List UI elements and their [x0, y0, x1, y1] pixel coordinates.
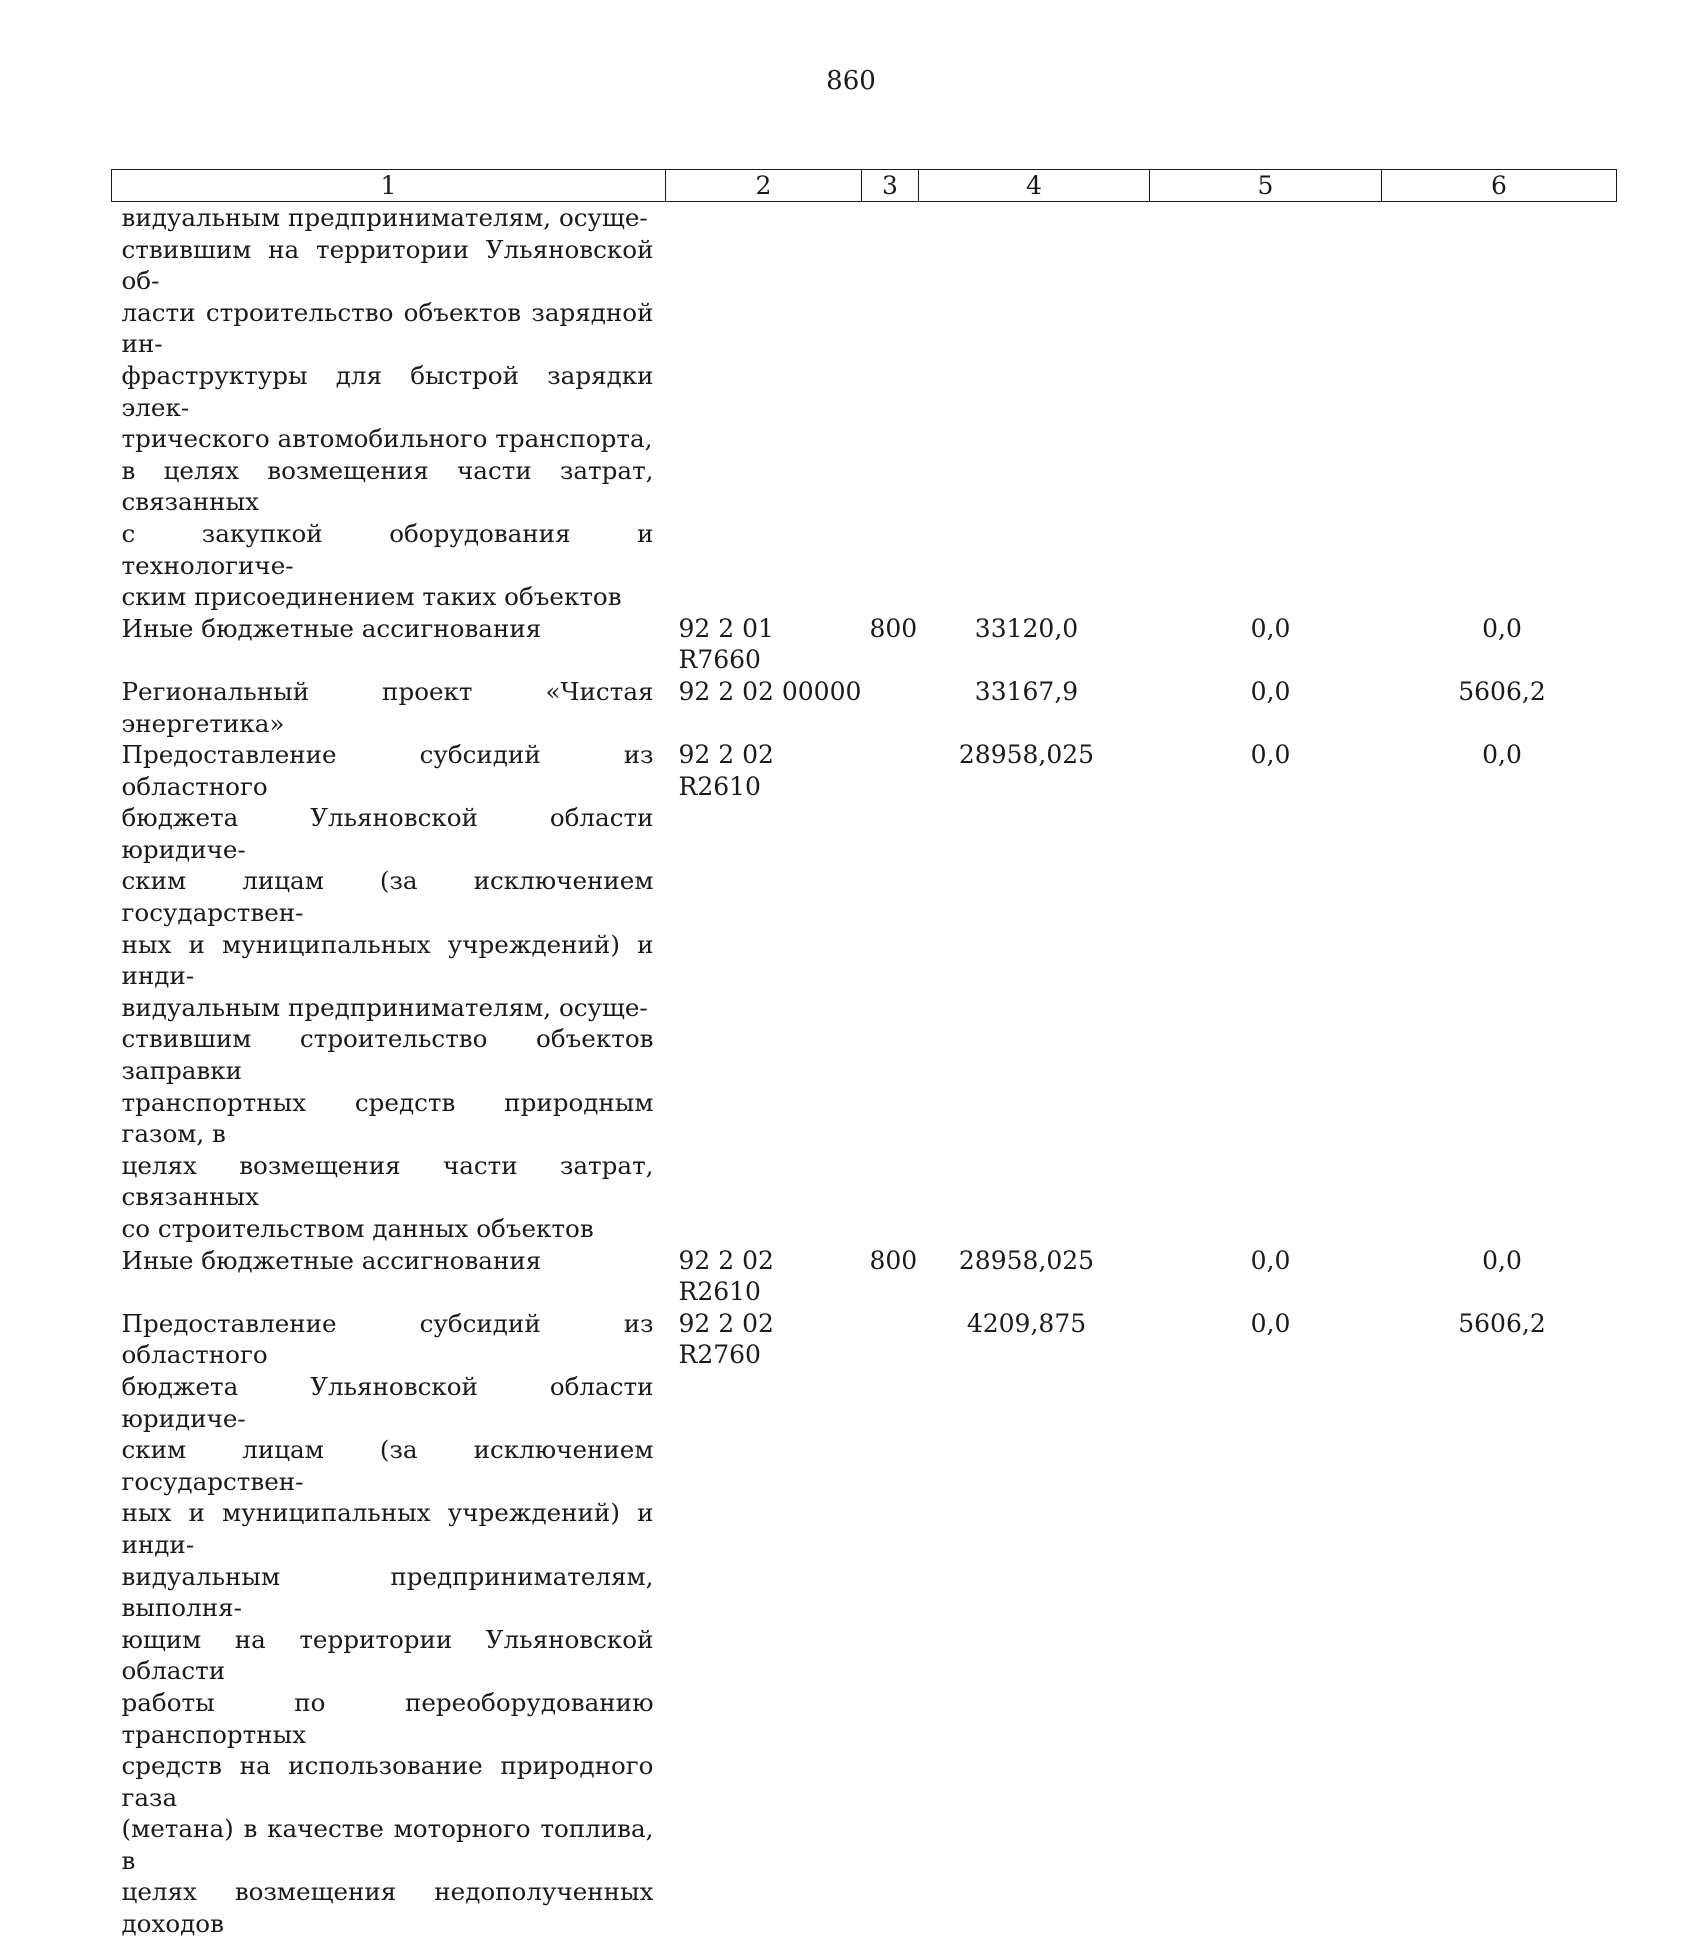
- table-body: [112, 202, 1617, 1940]
- row-kcsr: 92 2 01 R7660: [678, 613, 774, 675]
- row-kcsr: 92 2 02 00000: [678, 676, 862, 706]
- row-kcsr: 92 2 02 R2610: [678, 1245, 774, 1307]
- row-value-6: 0,0: [1482, 1245, 1522, 1275]
- table-row: [112, 1308, 1617, 1940]
- row-value-5: [1150, 202, 1382, 613]
- row-value-6: 0,0: [1482, 740, 1522, 770]
- table-header: [112, 170, 1617, 202]
- row-value-4: 4209,875: [966, 1308, 1087, 1338]
- budget-table: [111, 169, 1617, 1940]
- header-col-3: 3: [862, 170, 919, 202]
- row-value-5: 0,0: [1250, 613, 1291, 643]
- row-value-5: 0,0: [1250, 1308, 1291, 1338]
- row-value-6: 5606,2: [1458, 1308, 1546, 1338]
- table-row: [112, 739, 1617, 1245]
- row-value-6: 0,0: [1482, 613, 1522, 643]
- header-col-1: 1: [112, 170, 666, 202]
- row-value-5: 0,0: [1250, 1245, 1291, 1275]
- row-value-6: [1382, 202, 1617, 613]
- header-col-5: 5: [1150, 170, 1382, 202]
- row-kvr: [862, 739, 919, 1245]
- row-value-4: [919, 202, 1150, 613]
- page-number: 860: [826, 66, 876, 96]
- row-kcsr: 92 2 02 R2760: [678, 1308, 774, 1370]
- row-value-4: 28958,025: [958, 1245, 1095, 1275]
- row-value-4: 33120,0: [974, 613, 1079, 643]
- table-row: [112, 676, 1617, 739]
- row-kvr: 800: [869, 613, 918, 643]
- header-row: [112, 170, 1617, 202]
- row-kvr: 800: [869, 1245, 918, 1275]
- row-name: Иные бюджетные ассигнования: [121, 613, 542, 643]
- row-value-5: 0,0: [1250, 676, 1291, 706]
- row-name: Региональный проект «Чистая энергетика»: [121, 676, 654, 738]
- row-kcsr: 92 2 02 R2610: [678, 740, 774, 801]
- header-col-2: 2: [666, 170, 862, 202]
- row-kvr: [862, 676, 919, 739]
- row-kvr: [862, 1308, 919, 1940]
- table-row: [112, 1245, 1617, 1308]
- row-value-4: 28958,025: [958, 740, 1095, 770]
- row-value-6: 5606,2: [1458, 676, 1546, 706]
- header-col-6: 6: [1382, 170, 1617, 202]
- row-value-4: 33167,9: [974, 676, 1079, 706]
- table-row: [112, 613, 1617, 676]
- row-name: Предоставление субсидий из областного бюджета Ульяновской области юридиче- ским лицам (за исключением государствен- ных и муниципальных учреждений) и инди- видуальным предпринимателям, выполня- ющим на территории Ульяновской области работы по переоборудованию транспортных средств на использование природного газа (метана) в качестве моторного топлива, в целях возмещения недополученных доходов: [121, 1308, 654, 1939]
- row-kvr: [862, 202, 919, 613]
- table-row: [112, 202, 1617, 613]
- header-col-4: 4: [919, 170, 1150, 202]
- row-value-5: 0,0: [1250, 740, 1291, 770]
- row-name: Иные бюджетные ассигнования: [121, 1245, 542, 1275]
- row-name: видуальным предпринимателям, осуще- ствившим на территории Ульяновской об- ласти строительство объектов зарядной ин- фраструктуры для быстрой зарядки элек- трического автомобильного транспорта, в целях возмещения части затрат, связанных с закупкой оборудования и технологиче- ским присоединением таких объектов: [121, 203, 654, 612]
- row-name: Предоставление субсидий из областного бюджета Ульяновской области юридиче- ским лицам (за исключением государствен- ных и муниципальных учреждений) и инди- видуальным предпринимателям, осуще- ствившим строительство объектов заправки транспортных средств природным газом, в целях возмещения части затрат, связанных со строительством данных объектов: [121, 740, 654, 1243]
- row-kcsr: [666, 202, 862, 613]
